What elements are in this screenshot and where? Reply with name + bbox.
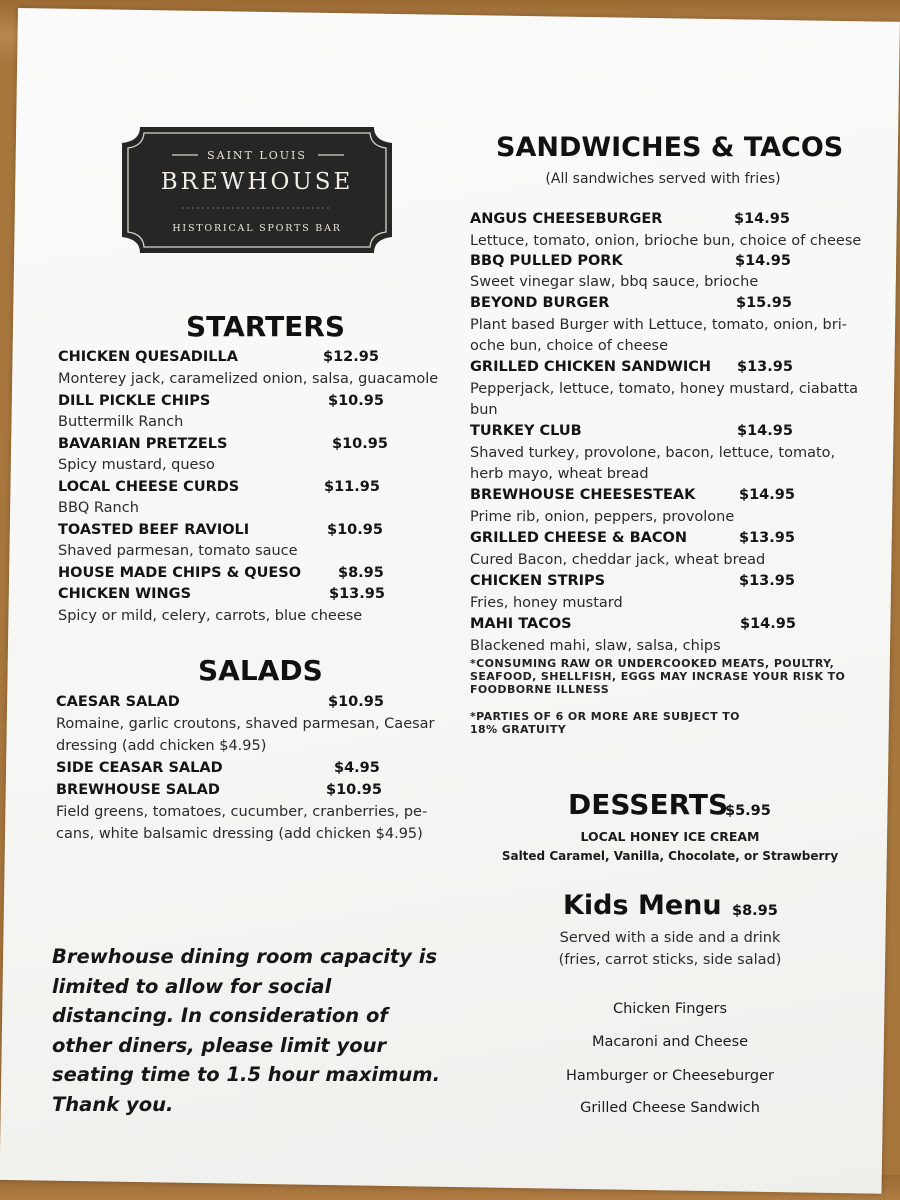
gratuity-notice [470,710,740,736]
menu-item-desc: dressing (add chicken $4.95) [56,738,267,754]
kids-menu-item: Macaroni and Cheese [591,1034,749,1050]
kids-menu-item: Chicken Fingers [612,1001,728,1017]
menu-item-price: $8.95 [338,565,384,581]
menu-item-price: $13.95 [739,573,795,589]
menu-item-name: HOUSE MADE CHIPS & QUESO [58,565,302,581]
menu-item-name: LOCAL CHEESE CURDS [58,479,240,495]
menu-item-price: $14.95 [735,253,791,269]
menu-item-desc: BBQ Ranch [58,500,139,516]
menu-item-desc: bun [470,402,498,418]
logo-name: BREWHOUSE [160,169,354,195]
menu-item-name: CHICKEN WINGS [58,586,192,602]
dessert-flavors: Salted Caramel, Vanilla, Chocolate, or Strawberry [501,849,839,863]
menu-item-price: $14.95 [734,211,790,227]
dessert-item: LOCAL HONEY ICE CREAM [580,829,760,844]
menu-item-name: GRILLED CHICKEN SANDWICH [470,359,712,375]
menu-item-price: $12.95 [323,349,379,365]
menu-item-name: GRILLED CHEESE & BACON [470,530,687,546]
menu-item-desc: Spicy mustard, queso [58,457,215,473]
menu-item-name: SIDE CEASAR SALAD [56,760,223,776]
menu-item-desc: Monterey jack, caramelized onion, salsa, guacamole [58,371,439,387]
menu-item-name: MAHI TACOS [470,616,572,632]
kids-menu-desc: (fries, carrot sticks, side salad) [558,952,782,968]
menu-item-name: ANGUS CHEESEBURGER [470,211,663,227]
menu-item-desc: Lettuce, tomato, onion, brioche bun, choice of cheese [470,233,862,249]
logo-tagline: HISTORICAL SPORTS BAR [172,223,342,234]
menu-item-price: $15.95 [736,295,792,311]
menu-item-price: $10.95 [328,393,384,409]
starters-title: STARTERS [186,310,346,343]
menu-item-desc: Romaine, garlic croutons, shaved parmesan, Caesar [56,716,435,732]
brewhouse-logo [120,125,394,255]
kids-menu-price: $8.95 [732,903,778,919]
menu-item-name: CAESAR SALAD [56,694,180,710]
kids-menu-item: Grilled Cheese Sandwich [580,1100,760,1116]
menu-item-name: BREWHOUSE SALAD [56,782,220,798]
menu-item-desc: Fries, honey mustard [470,595,623,611]
menu-item-name: BBQ PULLED PORK [470,253,623,269]
kids-menu-desc: Served with a side and a drink [559,930,781,946]
gratuity-line: 18% GRATUITY [470,723,567,736]
menu-item-desc: Cured Bacon, cheddar jack, wheat bread [470,552,766,568]
menu-item-name: BREWHOUSE CHEESESTEAK [470,487,696,503]
menu-item-desc: Spicy or mild, celery, carrots, blue cheese [58,608,363,624]
desserts-price: $5.95 [725,803,771,819]
menu-item-desc: Sweet vinegar slaw, bbq sauce, brioche [470,274,759,290]
menu-item-price: $11.95 [324,479,380,495]
menu-item-name: DILL PICKLE CHIPS [58,393,211,409]
menu-item-desc: Buttermilk Ranch [58,414,184,430]
menu-item-price: $14.95 [739,487,795,503]
menu-item-desc: Shaved parmesan, tomato sauce [58,543,298,559]
warning-line: SEAFOOD, SHELLFISH, EGGS MAY INCRASE YOUR RISK TO [470,670,846,683]
gratuity-line: *PARTIES OF 6 OR MORE ARE SUBJECT TO [470,710,740,723]
menu-item-desc: Prime rib, onion, peppers, provolone [470,509,735,525]
menu-item-name: TOASTED BEEF RAVIOLI [58,522,250,538]
kids-menu-item: Hamburger or Cheeseburger [566,1068,774,1084]
menu-item-desc: cans, white balsamic dressing (add chicken $4.95) [56,826,423,842]
menu-item-name: BAVARIAN PRETZELS [58,436,228,452]
menu-item-desc: herb mayo, wheat bread [470,466,649,482]
sandwiches-subtitle: (All sandwiches served with fries) [545,171,781,187]
logo-top-text: SAINT LOUIS [207,149,307,162]
sandwiches-title: SANDWICHES & TACOS [496,132,844,163]
food-safety-warning [470,657,845,696]
menu-item-price: $13.95 [737,359,793,375]
menu-item-name: CHICKEN STRIPS [470,573,606,589]
salads-title: SALADS [198,654,323,687]
desserts-title: DESSERTS [568,788,729,821]
menu-item-desc: oche bun, choice of cheese [470,338,668,354]
menu-item-name: BEYOND BURGER [470,295,610,311]
menu-item-price: $10.95 [326,782,382,798]
kids-menu-title: Kids Menu [563,890,722,921]
menu-item-price: $10.95 [327,522,383,538]
menu-item-desc: Blackened mahi, slaw, salsa, chips [470,638,721,654]
menu-item-price: $4.95 [334,760,380,776]
menu-item-price: $10.95 [332,436,388,452]
menu-item-price: $10.95 [328,694,384,710]
menu-item-desc: Plant based Burger with Lettuce, tomato, onion, bri- [470,317,847,333]
capacity-note: Brewhouse dining room capacity is limited to allow for social distancing. In consideration of other diners, please limit your seating time to 1.5 hour maximum. Thank you. [52,945,441,1116]
menu-item-desc: Field greens, tomatoes, cucumber, cranberries, pe- [56,804,428,820]
menu-item-name: CHICKEN QUESADILLA [58,349,238,365]
menu-item-price: $13.95 [739,530,795,546]
menu-item-name: TURKEY CLUB [470,423,582,439]
menu-item-desc: Pepperjack, lettuce, tomato, honey mustard, ciabatta [470,381,859,397]
menu-item-desc: Shaved turkey, provolone, bacon, lettuce, tomato, [470,445,836,461]
warning-line: *CONSUMING RAW OR UNDERCOOKED MEATS, POULTRY, [470,657,835,670]
menu-item-price: $14.95 [740,616,796,632]
menu-item-price: $14.95 [737,423,793,439]
warning-line: FOODBORNE ILLNESS [470,683,610,696]
menu-item-price: $13.95 [329,586,385,602]
